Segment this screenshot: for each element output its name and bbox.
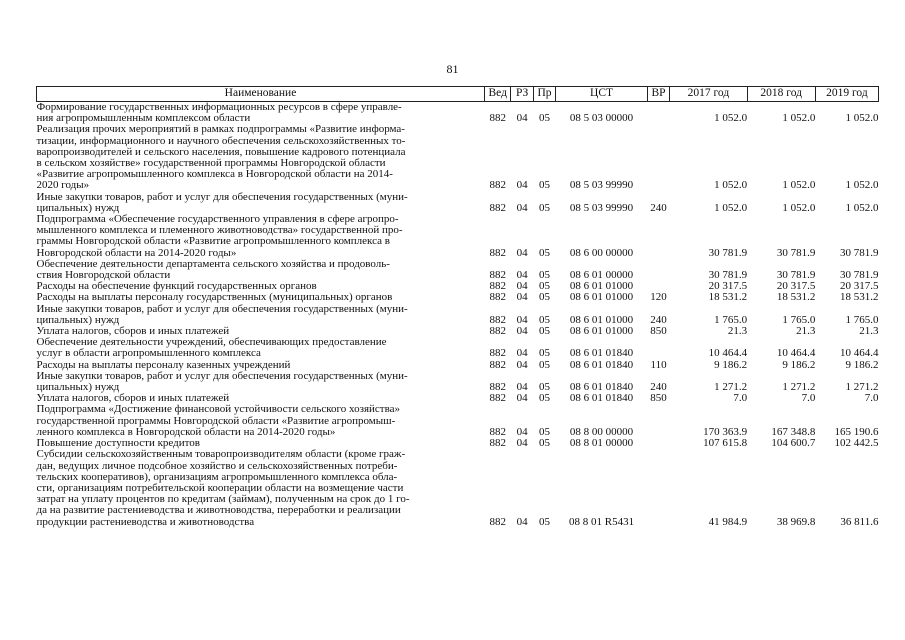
cell-rz: 04 [516,280,528,293]
cell-2018: 1 052.0 [782,179,816,192]
cell-rz: 04 [516,425,528,438]
cell-2018: 30 781.9 [776,269,816,282]
cell-name: Повышение доступности кредитов [36,437,200,450]
table-row [37,371,879,393]
header-2018: 2018 год [747,87,815,102]
cell-name: Подпрограмма «Достижение финансовой устойчивости сельского хозяйства» государственной программы Новгородской области «Развитие агропромыш- ленного комплекса в Новгородской области на 2014-2020 годы» [36,403,401,438]
cell-2018: 167 348.8 [771,425,816,438]
cell-cst: 08 6 01 01000 [569,291,634,304]
cell-2019: 9 186.2 [845,358,879,371]
cell-vr [647,124,669,191]
cell-ved: 882 [489,425,506,438]
cell-cst: 08 5 03 99990 [569,179,634,192]
table-row [37,214,879,259]
cell-name: Иные закупки товаров, работ и услуг для обеспечения государственных (муни- ципальных) нужд [36,190,408,214]
table-body [37,102,879,528]
cell-vr [647,404,669,438]
cell-vr: 850 [650,392,667,405]
cell-2019: 10 464.4 [840,347,879,360]
cell-vr: 240 [650,201,667,214]
cell-ved: 882 [489,291,506,304]
table-row [37,304,879,326]
cell-cst: 08 5 03 00000 [569,112,634,125]
cell-vr [647,438,669,449]
header-name: Наименование [37,87,485,102]
cell-name: Расходы на выплаты персоналу государственных (муниципальных) органов [36,291,393,304]
cell-cst: 08 6 01 01840 [569,358,634,371]
cell-pr: 05 [539,515,551,528]
cell-name: Иные закупки товаров, работ и услуг для обеспечения государственных (муни- ципальных) нужд [36,369,408,394]
cell-pr: 05 [539,201,551,214]
cell-2017: 1 271.2 [714,381,748,394]
cell-2019: 30 781.9 [840,269,879,282]
cell-ved: 882 [489,179,506,192]
cell-2017: 30 781.9 [708,269,748,282]
cell-rz: 04 [516,437,528,450]
cell-vr: 240 [650,313,667,326]
cell-pr: 05 [539,392,551,405]
cell-ved: 882 [489,392,506,405]
header-2017: 2017 год [670,87,747,102]
cell-name: Реализация прочих мероприятий в рамках подпрограммы «Развитие информа- тизации, информационного и научного обеспечения сельскохозяйственных то- варопроизводителей и сельского населения, повышение кадрового потенциала в сельском хозяйстве» государственной программы Новгородской области «Развитие агропромышленного комплекса в Новгородской области на 2014- 2020 годы» [36,123,406,192]
cell-2017: 9 186.2 [714,358,748,371]
cell-vr: 120 [650,291,667,304]
cell-2018: 38 969.8 [776,515,816,528]
table-row [37,292,879,303]
cell-2018: 9 186.2 [782,358,816,371]
cell-rz: 04 [516,179,528,192]
cell-2018: 30 781.9 [776,246,816,259]
cell-name: Формирование государственных информационных ресурсов в сфере управле- ния агропромышленным комплексом области [36,101,402,125]
cell-rz: 04 [516,291,528,304]
cell-2018: 7.0 [801,392,816,405]
page-number: 81 [446,62,459,76]
cell-name: Уплата налогов, сборов и иных платежей [36,392,230,405]
cell-pr: 05 [539,381,551,394]
cell-vr: 240 [650,381,667,394]
table-row [37,404,879,438]
cell-2019: 1 052.0 [845,179,879,192]
cell-name: Уплата налогов, сборов и иных платежей [36,325,230,338]
cell-name: Подпрограмма «Обеспечение государственного управления в сфере агропро- мышленного комплекса и племенного животноводства» государственной про- граммы Новгородской области «Развитие агропромышленного комплекса в Новгородской области на 2014-2020 годы» [36,213,403,259]
cell-2017: 20 317.5 [708,280,748,293]
cell-2017: 107 615.8 [703,437,748,450]
header-cst: ЦСТ [556,87,648,102]
budget-table [36,86,879,528]
cell-rz: 04 [516,358,528,371]
cell-2017: 1 052.0 [714,112,748,125]
cell-2017: 30 781.9 [708,246,748,259]
cell-rz: 04 [516,381,528,394]
cell-ved: 882 [489,269,506,282]
header-vr: ВР [647,87,669,102]
cell-2019: 1 765.0 [845,313,879,326]
cell-pr: 05 [539,269,551,282]
cell-cst: 08 6 01 01840 [569,347,634,360]
cell-2018: 104 600.7 [771,437,816,450]
cell-name: Расходы на выплаты персоналу казенных учреждений [36,358,291,371]
cell-pr: 05 [539,179,551,192]
cell-2017: 1 052.0 [714,201,748,214]
table-header-row [37,87,879,102]
cell-2018: 1 765.0 [782,313,816,326]
header-rz: РЗ [511,87,533,102]
cell-2018: 10 464.4 [776,347,816,360]
cell-pr: 05 [539,112,551,125]
cell-cst: 08 6 01 01000 [569,280,634,293]
cell-rz: 04 [516,515,528,528]
cell-cst: 08 6 01 01000 [569,325,634,338]
cell-name: Обеспечение деятельности департамента сельского хозяйства и продоволь- ствия Новгородской области [36,257,390,282]
cell-cst: 08 5 03 99990 [569,201,634,214]
cell-2018: 1 052.0 [782,112,816,125]
cell-cst: 08 6 00 00000 [569,246,634,259]
cell-rz: 04 [516,325,528,338]
cell-vr [647,259,669,281]
cell-rz: 04 [516,392,528,405]
cell-2018: 1 271.2 [782,381,816,394]
cell-vr [647,214,669,259]
cell-2019: 165 190.6 [834,425,879,438]
cell-name: Расходы на обеспечение функций государственных органов [36,280,317,293]
cell-ved: 882 [489,347,506,360]
cell-vr [647,102,669,125]
cell-2017: 41 984.9 [708,515,748,528]
cell-2017: 1 765.0 [714,313,748,326]
cell-2019: 18 531.2 [840,291,879,304]
cell-2017: 10 464.4 [708,347,748,360]
cell-ved: 882 [489,381,506,394]
table-row [37,124,879,191]
cell-pr: 05 [539,347,551,360]
cell-2018: 21.3 [796,325,816,338]
cell-ved: 882 [489,515,506,528]
cell-2019: 7.0 [864,392,879,405]
cell-ved: 882 [489,112,506,125]
cell-vr [647,337,669,359]
cell-cst: 08 8 01 00000 [569,437,634,450]
cell-vr: 110 [650,358,667,371]
cell-2019: 102 442.5 [834,437,879,450]
cell-2019: 30 781.9 [840,246,879,259]
cell-cst: 08 6 01 00000 [569,269,634,282]
cell-pr: 05 [539,325,551,338]
cell-name: Обеспечение деятельности учреждений, обеспечивающих предоставление услуг в области агропромышленного комплекса [36,336,387,360]
cell-name: Субсидии сельскохозяйственным товаропроизводителям области (кроме граж- дан, ведущих личное подсобное хозяйство и сельскохозяйственных потреби- тельских кооперативов), организациям агропромышленного комплекса обла- сти, организациям потребительской кооперации области на возмещение части затрат на уплату процентов по кредитам (займам), полученным на срок до 1 го- да на развитие растениеводства и животноводства, переработки и реализации продукции растениеводства и животноводства [36,448,410,528]
cell-pr: 05 [539,291,551,304]
cell-pr: 05 [539,425,551,438]
cell-2017: 7.0 [733,392,748,405]
cell-cst: 08 6 01 01000 [569,313,634,326]
header-ved: Вед [484,87,510,102]
cell-vr [647,449,669,527]
cell-pr: 05 [539,358,551,371]
cell-cst: 08 8 00 00000 [569,425,634,438]
cell-2019: 36 811.6 [840,515,879,528]
cell-ved: 882 [489,280,506,293]
table-row [37,337,879,359]
cell-ved: 882 [489,358,506,371]
header-pr: Пр [533,87,555,102]
cell-rz: 04 [516,201,528,214]
cell-2019: 20 317.5 [840,280,879,293]
cell-2019: 1 052.0 [845,112,879,125]
cell-2018: 20 317.5 [776,280,816,293]
cell-ved: 882 [489,325,506,338]
cell-rz: 04 [516,269,528,282]
cell-cst: 08 6 01 01840 [569,392,634,405]
cell-name: Иные закупки товаров, работ и услуг для обеспечения государственных (муни- ципальных) нужд [36,302,408,326]
cell-ved: 882 [489,246,506,259]
cell-cst: 08 8 01 R5431 [568,515,635,528]
table-row [37,192,879,214]
cell-rz: 04 [516,347,528,360]
table-row [37,102,879,125]
cell-ved: 882 [489,437,506,450]
cell-pr: 05 [539,280,551,293]
cell-rz: 04 [516,112,528,125]
table-row [37,259,879,281]
cell-rz: 04 [516,246,528,259]
cell-cst: 08 6 01 01840 [569,381,634,394]
cell-2017: 21.3 [727,325,748,338]
table-row [37,449,879,527]
cell-2018: 1 052.0 [782,201,816,214]
cell-ved: 882 [489,201,506,214]
cell-2017: 1 052.0 [714,179,748,192]
cell-vr: 850 [650,325,667,338]
cell-rz: 04 [516,313,528,326]
cell-ved: 882 [489,313,506,326]
cell-2017: 18 531.2 [708,291,748,304]
cell-pr: 05 [539,437,551,450]
cell-pr: 05 [539,246,551,259]
cell-2017: 170 363.9 [703,425,748,438]
cell-2019: 1 271.2 [845,381,879,394]
cell-2019: 1 052.0 [845,201,879,214]
cell-2018: 18 531.2 [776,291,816,304]
cell-pr: 05 [539,313,551,326]
header-2019: 2019 год [815,87,878,102]
cell-2019: 21.3 [859,325,879,338]
